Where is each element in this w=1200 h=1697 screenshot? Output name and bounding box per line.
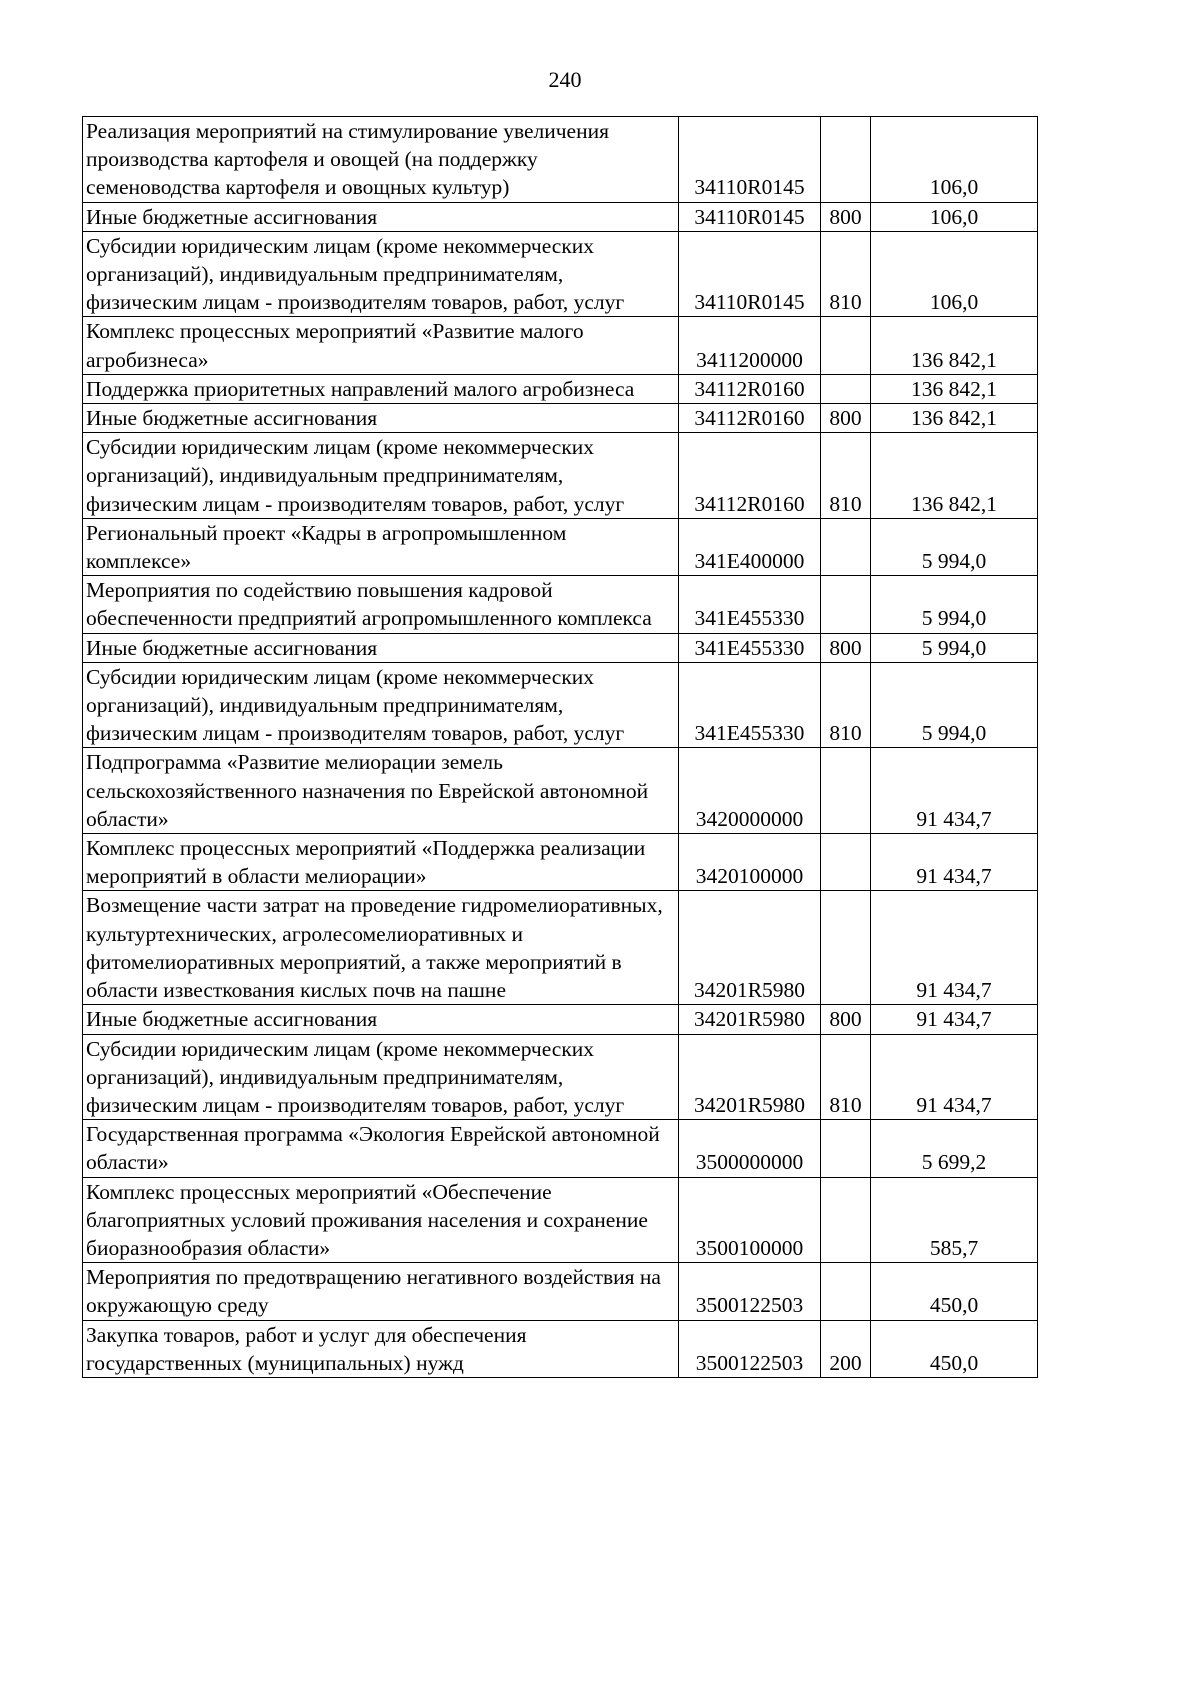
row-sum-cell: 106,0 bbox=[871, 202, 1038, 231]
table-row bbox=[83, 748, 1038, 834]
row-expense-type-cell bbox=[821, 518, 871, 575]
row-expense-type-cell bbox=[821, 1120, 871, 1177]
table-row bbox=[83, 374, 1038, 403]
budget-table bbox=[82, 116, 1038, 1378]
row-sum-cell: 106,0 bbox=[871, 231, 1038, 317]
row-code-cell: 34110R0145 bbox=[679, 202, 821, 231]
row-expense-type-cell bbox=[821, 576, 871, 633]
row-name-cell: Иные бюджетные ассигнования bbox=[83, 202, 679, 231]
row-name-cell: Комплекс процессных мероприятий «Обеспечение благоприятных условий проживания населения и сохранение биоразнообразия области» bbox=[83, 1177, 679, 1263]
row-name-cell: Мероприятия по предотвращению негативного воздействия на окружающую среду bbox=[83, 1263, 679, 1320]
row-expense-type-cell: 800 bbox=[821, 202, 871, 231]
row-expense-type-cell bbox=[821, 1263, 871, 1320]
row-expense-type-cell bbox=[821, 374, 871, 403]
row-code-cell: 3500122503 bbox=[679, 1320, 821, 1377]
row-name-cell: Поддержка приоритетных направлений малого агробизнеса bbox=[83, 374, 679, 403]
row-expense-type-cell: 810 bbox=[821, 662, 871, 748]
row-code-cell: 34112R0160 bbox=[679, 433, 821, 519]
row-code-cell: 341E455330 bbox=[679, 633, 821, 662]
row-sum-cell: 91 434,7 bbox=[871, 1034, 1038, 1120]
table-row bbox=[83, 834, 1038, 891]
row-sum-cell: 136 842,1 bbox=[871, 404, 1038, 433]
table-row bbox=[83, 433, 1038, 519]
row-expense-type-cell: 810 bbox=[821, 1034, 871, 1120]
table-row bbox=[83, 231, 1038, 317]
row-name-cell: Государственная программа «Экология Еврейской автономной области» bbox=[83, 1120, 679, 1177]
table-row bbox=[83, 576, 1038, 633]
row-name-cell: Комплекс процессных мероприятий «Поддержка реализации мероприятий в области мелиорации» bbox=[83, 834, 679, 891]
row-expense-type-cell: 800 bbox=[821, 633, 871, 662]
row-sum-cell: 91 434,7 bbox=[871, 834, 1038, 891]
row-name-cell: Иные бюджетные ассигнования bbox=[83, 1005, 679, 1034]
table-row bbox=[83, 202, 1038, 231]
row-sum-cell: 136 842,1 bbox=[871, 317, 1038, 374]
table-row bbox=[83, 1263, 1038, 1320]
row-code-cell: 34201R5980 bbox=[679, 891, 821, 1005]
row-name-cell: Комплекс процессных мероприятий «Развитие малого агробизнеса» bbox=[83, 317, 679, 374]
row-name-cell: Подпрограмма «Развитие мелиорации земель сельскохозяйственного назначения по Еврейской автономной области» bbox=[83, 748, 679, 834]
row-code-cell: 34110R0145 bbox=[679, 231, 821, 317]
row-code-cell: 34112R0160 bbox=[679, 404, 821, 433]
row-sum-cell: 106,0 bbox=[871, 117, 1038, 203]
row-code-cell: 3500100000 bbox=[679, 1177, 821, 1263]
row-sum-cell: 136 842,1 bbox=[871, 374, 1038, 403]
row-name-cell: Субсидии юридическим лицам (кроме некоммерческих организаций), индивидуальным предпринимателям, физическим лицам - производителям товаров, работ, услуг bbox=[83, 433, 679, 519]
table-row bbox=[83, 1005, 1038, 1034]
row-code-cell: 34110R0145 bbox=[679, 117, 821, 203]
row-code-cell: 3420100000 bbox=[679, 834, 821, 891]
row-sum-cell: 5 994,0 bbox=[871, 518, 1038, 575]
row-sum-cell: 91 434,7 bbox=[871, 748, 1038, 834]
table-body bbox=[83, 117, 1038, 1378]
table-row bbox=[83, 317, 1038, 374]
page-number: 240 bbox=[548, 67, 582, 92]
row-code-cell: 34112R0160 bbox=[679, 374, 821, 403]
row-code-cell: 34201R5980 bbox=[679, 1034, 821, 1120]
row-expense-type-cell: 200 bbox=[821, 1320, 871, 1377]
table-row bbox=[83, 404, 1038, 433]
row-expense-type-cell bbox=[821, 748, 871, 834]
row-name-cell: Иные бюджетные ассигнования bbox=[83, 404, 679, 433]
table-row bbox=[83, 1177, 1038, 1263]
row-expense-type-cell bbox=[821, 891, 871, 1005]
row-sum-cell: 91 434,7 bbox=[871, 891, 1038, 1005]
table-row bbox=[83, 1034, 1038, 1120]
table-row bbox=[83, 1320, 1038, 1377]
row-sum-cell: 450,0 bbox=[871, 1320, 1038, 1377]
table-row bbox=[83, 633, 1038, 662]
row-expense-type-cell bbox=[821, 317, 871, 374]
row-expense-type-cell: 810 bbox=[821, 231, 871, 317]
table-row bbox=[83, 662, 1038, 748]
row-expense-type-cell: 810 bbox=[821, 433, 871, 519]
row-name-cell: Закупка товаров, работ и услуг для обеспечения государственных (муниципальных) нужд bbox=[83, 1320, 679, 1377]
row-code-cell: 3500000000 bbox=[679, 1120, 821, 1177]
row-expense-type-cell bbox=[821, 117, 871, 203]
row-code-cell: 341E455330 bbox=[679, 662, 821, 748]
row-sum-cell: 136 842,1 bbox=[871, 433, 1038, 519]
row-name-cell: Мероприятия по содействию повышения кадровой обеспеченности предприятий агропромышленного комплекса bbox=[83, 576, 679, 633]
row-name-cell: Субсидии юридическим лицам (кроме некоммерческих организаций), индивидуальным предпринимателям, физическим лицам - производителям товаров, работ, услуг bbox=[83, 231, 679, 317]
row-code-cell: 3411200000 bbox=[679, 317, 821, 374]
table-row bbox=[83, 518, 1038, 575]
row-code-cell: 34201R5980 bbox=[679, 1005, 821, 1034]
row-sum-cell: 5 699,2 bbox=[871, 1120, 1038, 1177]
row-expense-type-cell bbox=[821, 834, 871, 891]
row-name-cell: Иные бюджетные ассигнования bbox=[83, 633, 679, 662]
row-sum-cell: 5 994,0 bbox=[871, 576, 1038, 633]
row-name-cell: Субсидии юридическим лицам (кроме некоммерческих организаций), индивидуальным предпринимателям, физическим лицам - производителям товаров, работ, услуг bbox=[83, 662, 679, 748]
row-sum-cell: 91 434,7 bbox=[871, 1005, 1038, 1034]
row-sum-cell: 450,0 bbox=[871, 1263, 1038, 1320]
row-sum-cell: 5 994,0 bbox=[871, 633, 1038, 662]
row-sum-cell: 5 994,0 bbox=[871, 662, 1038, 748]
table-row bbox=[83, 117, 1038, 203]
row-expense-type-cell bbox=[821, 1177, 871, 1263]
row-name-cell: Возмещение части затрат на проведение гидромелиоративных, культуртехнических, агролесомелиоративных и фитомелиоративных мероприятий, а также мероприятий в области известкования кислых почв на пашне bbox=[83, 891, 679, 1005]
row-code-cell: 3500122503 bbox=[679, 1263, 821, 1320]
row-name-cell: Реализация мероприятий на стимулирование увеличения производства картофеля и овощей (на поддержку семеноводства картофеля и овощных культур) bbox=[83, 117, 679, 203]
row-name-cell: Региональный проект «Кадры в агропромышленном комплексе» bbox=[83, 518, 679, 575]
row-code-cell: 3420000000 bbox=[679, 748, 821, 834]
row-name-cell: Субсидии юридическим лицам (кроме некоммерческих организаций), индивидуальным предпринимателям, физическим лицам - производителям товаров, работ, услуг bbox=[83, 1034, 679, 1120]
row-expense-type-cell: 800 bbox=[821, 1005, 871, 1034]
row-code-cell: 341E400000 bbox=[679, 518, 821, 575]
table-row bbox=[83, 1120, 1038, 1177]
row-sum-cell: 585,7 bbox=[871, 1177, 1038, 1263]
row-code-cell: 341E455330 bbox=[679, 576, 821, 633]
row-expense-type-cell: 800 bbox=[821, 404, 871, 433]
table-row bbox=[83, 891, 1038, 1005]
